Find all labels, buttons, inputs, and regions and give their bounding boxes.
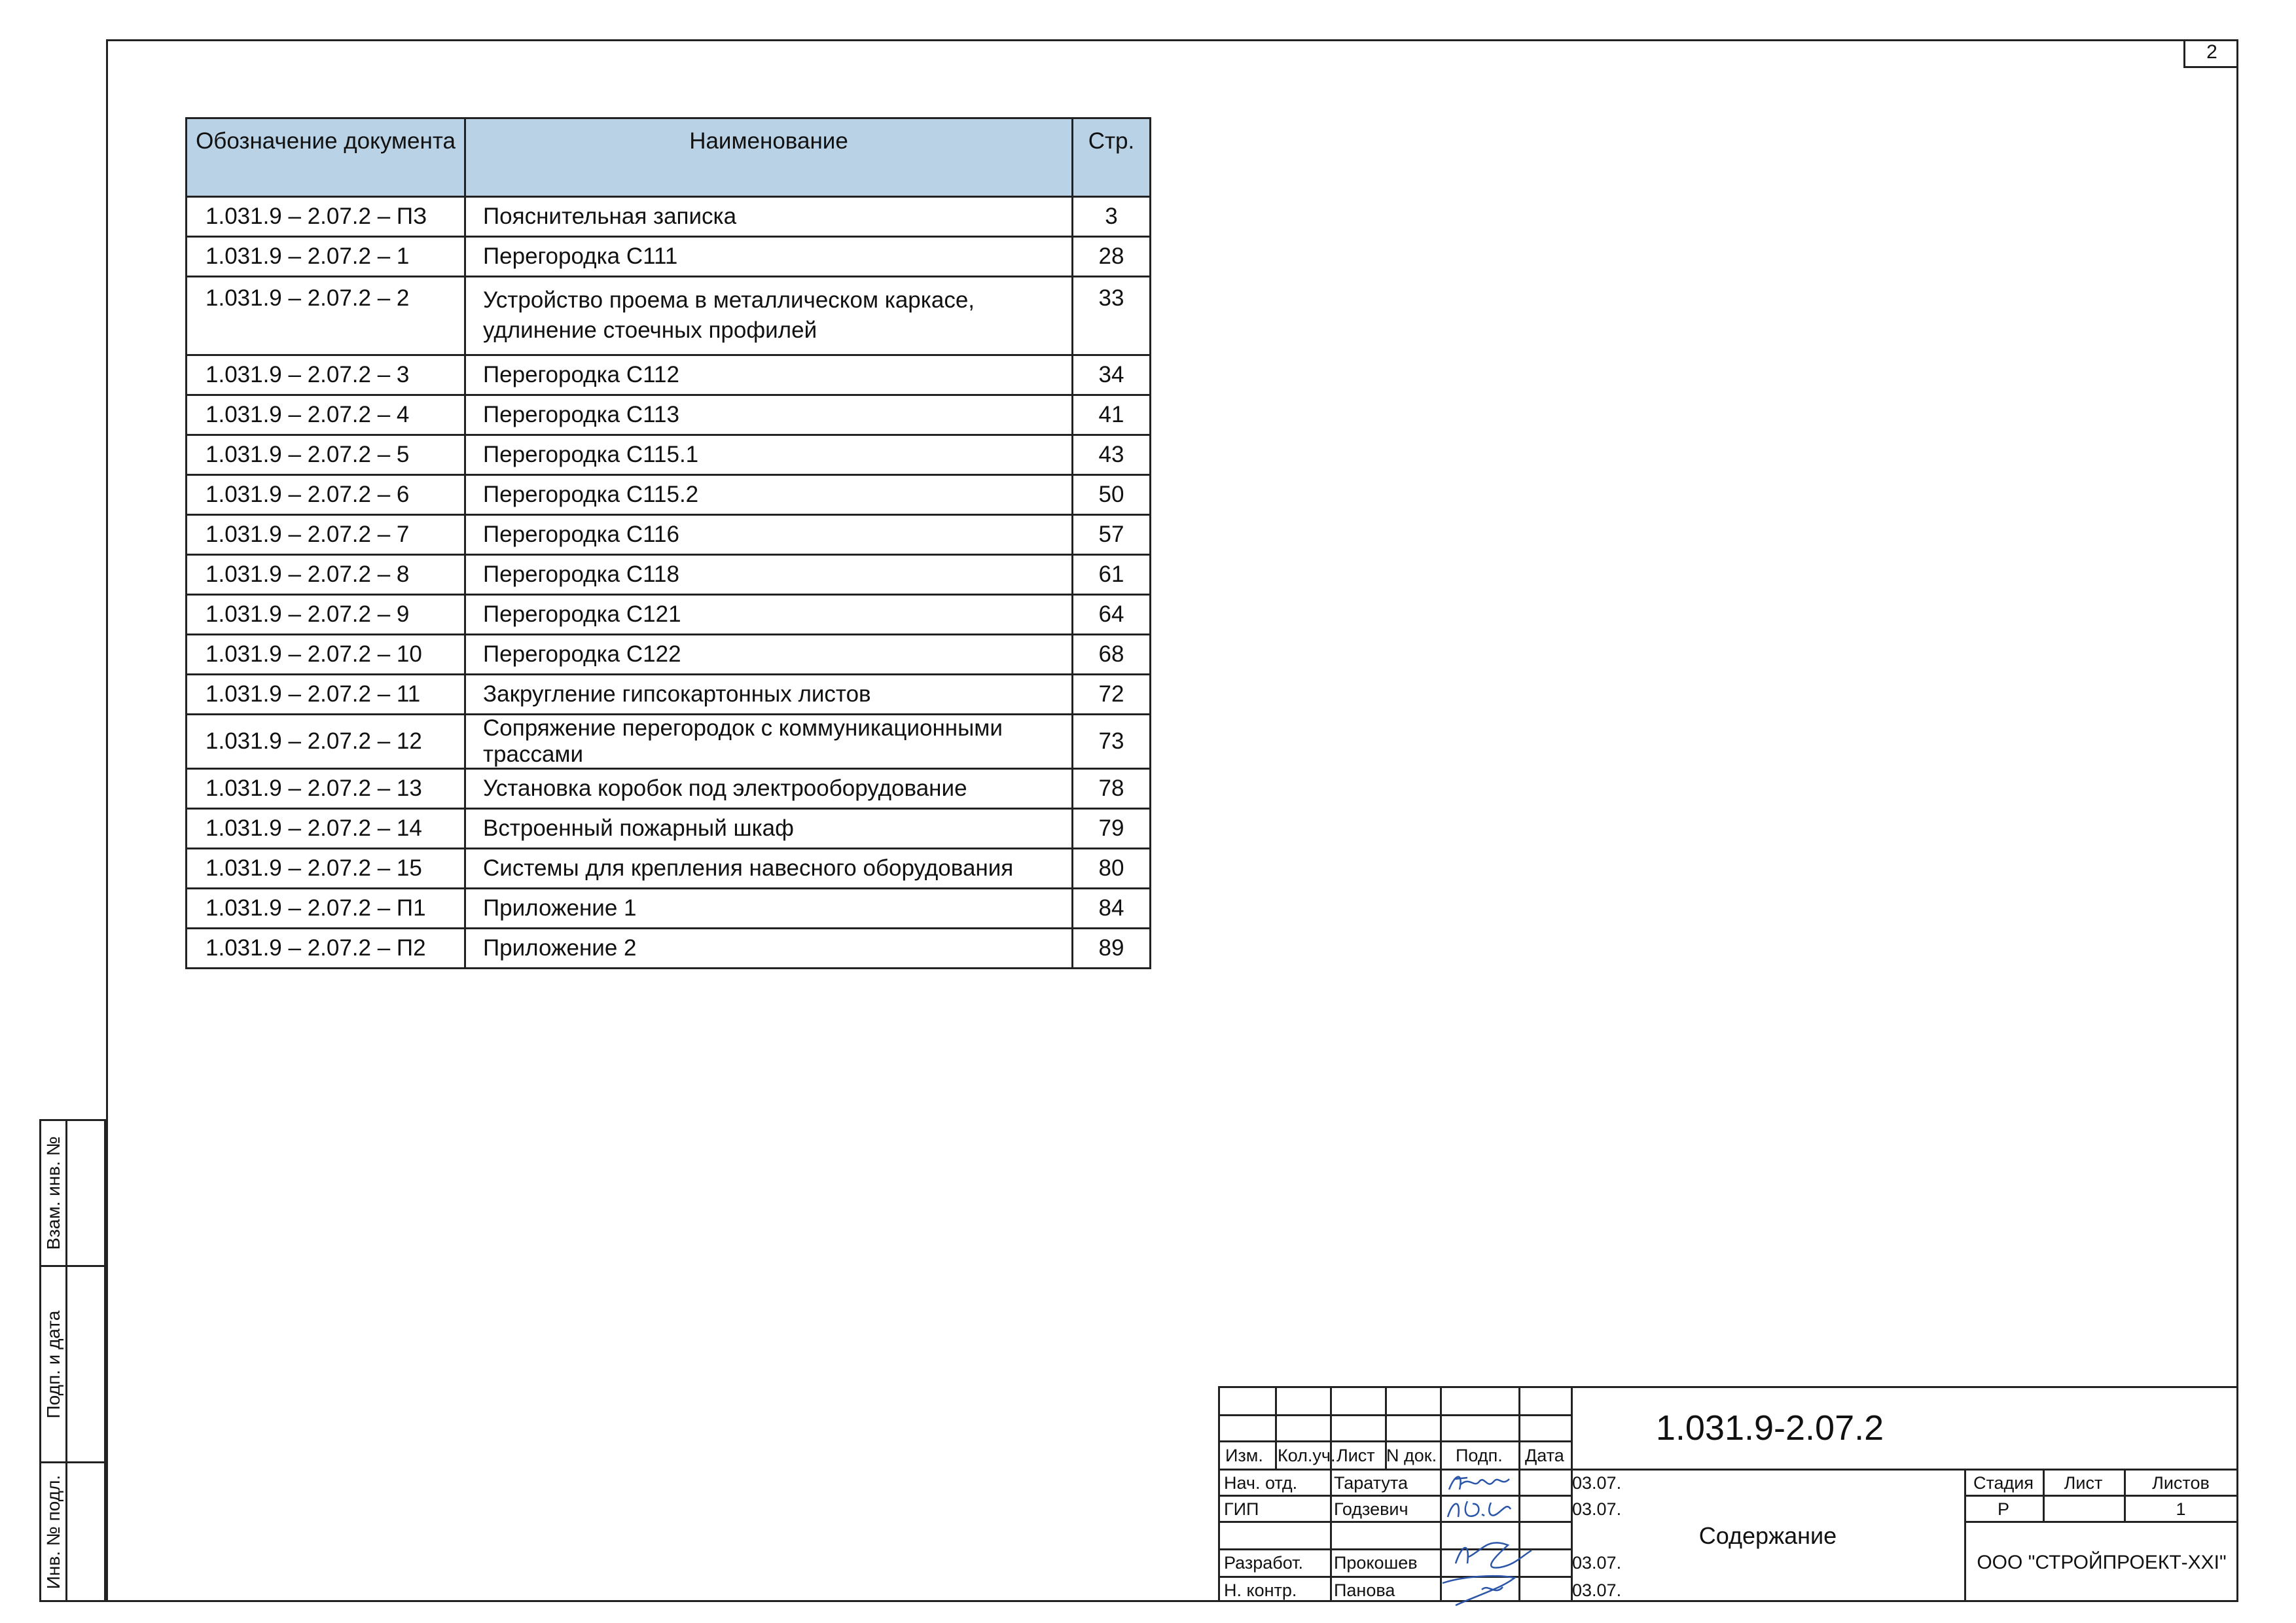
date-3: 03.07. (1572, 1553, 1622, 1573)
table-body (187, 197, 1151, 969)
doc-code-cell: 1.031.9 – 2.07.2 – 7 (187, 515, 465, 555)
doc-code-cell: 1.031.9 – 2.07.2 – 2 (187, 277, 465, 355)
table-row (187, 635, 1151, 675)
page-cell: 72 (1073, 675, 1151, 715)
doc-name-cell: Установка коробок под электрооборудование (465, 769, 1073, 809)
doc-code-cell: 1.031.9 – 2.07.2 – 10 (187, 635, 465, 675)
header-name: Наименование (465, 118, 1073, 197)
sheet-number: 2 (2183, 39, 2238, 68)
page-cell: 41 (1073, 395, 1151, 435)
signature-taratuta (1441, 1470, 1518, 1496)
sheets-header: Листов (2152, 1473, 2210, 1493)
doc-title: Содержание (1698, 1522, 1837, 1549)
col-kolvo: Кол.уч. (1278, 1446, 1336, 1465)
doc-code-cell: 1.031.9 – 2.07.2 – 9 (187, 595, 465, 635)
doc-code-cell: 1.031.9 – 2.07.2 – 5 (187, 435, 465, 475)
table-row (187, 197, 1151, 237)
side-label-podp: Подп. и дата (43, 1310, 63, 1418)
page-cell: 33 (1073, 277, 1151, 355)
date-4: 03.07. (1572, 1580, 1622, 1600)
doc-name-line: удлинение стоечных профилей (483, 317, 817, 343)
stage-value: Р (1997, 1499, 2010, 1519)
side-label-inv: Инв. № подл. (43, 1474, 63, 1589)
page-cell: 64 (1073, 595, 1151, 635)
table-header-row (187, 118, 1151, 197)
table-row (187, 769, 1151, 809)
doc-name-cell: Перегородка С122 (465, 635, 1073, 675)
table-row (187, 475, 1151, 515)
doc-name-cell: Сопряжение перегородок с коммуникационными трассами (465, 715, 1073, 769)
name-0: Таратута (1334, 1473, 1408, 1493)
role-0: Нач. отд. (1224, 1473, 1298, 1493)
col-data: Дата (1525, 1446, 1564, 1465)
table-row (187, 889, 1151, 929)
doc-code-cell: 1.031.9 – 2.07.2 – 1 (187, 237, 465, 277)
table-row (187, 277, 1151, 355)
table-row (187, 595, 1151, 635)
table-row (187, 555, 1151, 595)
doc-code-cell: 1.031.9 – 2.07.2 – 6 (187, 475, 465, 515)
page-cell: 28 (1073, 237, 1151, 277)
doc-code-cell: 1.031.9 – 2.07.2 – П2 (187, 929, 465, 969)
doc-code: 1.031.9-2.07.2 (1655, 1408, 1884, 1448)
page-cell: 78 (1073, 769, 1151, 809)
page-cell: 73 (1073, 715, 1151, 769)
table-row (187, 355, 1151, 395)
doc-name-cell: Перегородка С111 (465, 237, 1073, 277)
table-row (187, 809, 1151, 849)
side-label-vzam: Взам. инв. № (43, 1136, 63, 1250)
role-4: Н. контр. (1224, 1580, 1297, 1600)
doc-code-cell: 1.031.9 – 2.07.2 – ПЗ (187, 197, 465, 237)
page-cell: 68 (1073, 635, 1151, 675)
page-cell: 57 (1073, 515, 1151, 555)
doc-name-cell: Перегородка С113 (465, 395, 1073, 435)
name-3: Прокошев (1334, 1553, 1418, 1573)
side-stamp-inv (39, 1461, 106, 1602)
table-row (187, 849, 1151, 889)
table-row (187, 395, 1151, 435)
doc-name-cell: Перегородка С121 (465, 595, 1073, 635)
table-row (187, 237, 1151, 277)
name-1: Годзевич (1334, 1499, 1408, 1519)
doc-code-cell: 1.031.9 – 2.07.2 – 8 (187, 555, 465, 595)
doc-name-cell: Закругление гипсокартонных листов (465, 675, 1073, 715)
contents-table (185, 117, 1151, 969)
company-name: ООО "СТРОЙПРОЕКТ-XXI" (1977, 1552, 2227, 1573)
page-cell: 34 (1073, 355, 1151, 395)
signature-prokoshev (1416, 1537, 1541, 1609)
role-3: Разработ. (1224, 1553, 1303, 1573)
role-1: ГИП (1224, 1499, 1259, 1519)
title-block (1218, 1386, 2238, 1602)
doc-code-cell: 1.031.9 – 2.07.2 – 3 (187, 355, 465, 395)
doc-name-line: Устройство проема в металлическом каркасе, (483, 287, 975, 313)
page-cell: 61 (1073, 555, 1151, 595)
header-doc-code: Обозначение документа (187, 118, 465, 197)
page-cell: 89 (1073, 929, 1151, 969)
doc-name-cell: Перегородка С115.1 (465, 435, 1073, 475)
table-row (187, 435, 1151, 475)
doc-name-cell: Приложение 1 (465, 889, 1073, 929)
table-row (187, 675, 1151, 715)
sheets-value: 1 (2176, 1499, 2186, 1519)
date-0: 03.07. (1572, 1473, 1622, 1493)
doc-name-cell: Перегородка С118 (465, 555, 1073, 595)
doc-code-cell: 1.031.9 – 2.07.2 – 4 (187, 395, 465, 435)
page-cell: 84 (1073, 889, 1151, 929)
name-4: Панова (1334, 1580, 1395, 1600)
header-page: Стр. (1073, 118, 1151, 197)
page-cell: 80 (1073, 849, 1151, 889)
side-stamp-vzam (39, 1119, 106, 1267)
col-izm: Изм. (1225, 1446, 1263, 1465)
doc-name-cell (465, 277, 1073, 355)
date-1: 03.07. (1572, 1499, 1622, 1519)
col-list: Лист (1336, 1446, 1375, 1465)
stage-header: Стадия (1973, 1473, 2034, 1493)
page-cell: 43 (1073, 435, 1151, 475)
doc-code-cell: 1.031.9 – 2.07.2 – 14 (187, 809, 465, 849)
doc-name-cell: Пояснительная записка (465, 197, 1073, 237)
page-cell: 3 (1073, 197, 1151, 237)
doc-name-cell: Приложение 2 (465, 929, 1073, 969)
sheet-header: Лист (2064, 1473, 2103, 1493)
doc-name-cell: Перегородка С116 (465, 515, 1073, 555)
page-cell: 50 (1073, 475, 1151, 515)
doc-name-cell: Встроенный пожарный шкаф (465, 809, 1073, 849)
doc-code-cell: 1.031.9 – 2.07.2 – 15 (187, 849, 465, 889)
table-row (187, 715, 1151, 769)
doc-code-cell: 1.031.9 – 2.07.2 – 13 (187, 769, 465, 809)
col-podp: Подп. (1456, 1446, 1503, 1465)
signature-godzevich (1441, 1496, 1518, 1522)
table-row (187, 929, 1151, 969)
page-cell: 79 (1073, 809, 1151, 849)
doc-code-cell: 1.031.9 – 2.07.2 – П1 (187, 889, 465, 929)
doc-name-cell: Перегородка С115.2 (465, 475, 1073, 515)
doc-name-cell: Системы для крепления навесного оборудования (465, 849, 1073, 889)
table-row (187, 515, 1151, 555)
doc-code-cell: 1.031.9 – 2.07.2 – 12 (187, 715, 465, 769)
col-ndok: N док. (1386, 1446, 1437, 1465)
doc-name-cell: Перегородка С112 (465, 355, 1073, 395)
doc-code-cell: 1.031.9 – 2.07.2 – 11 (187, 675, 465, 715)
side-stamp-podp (39, 1265, 106, 1463)
